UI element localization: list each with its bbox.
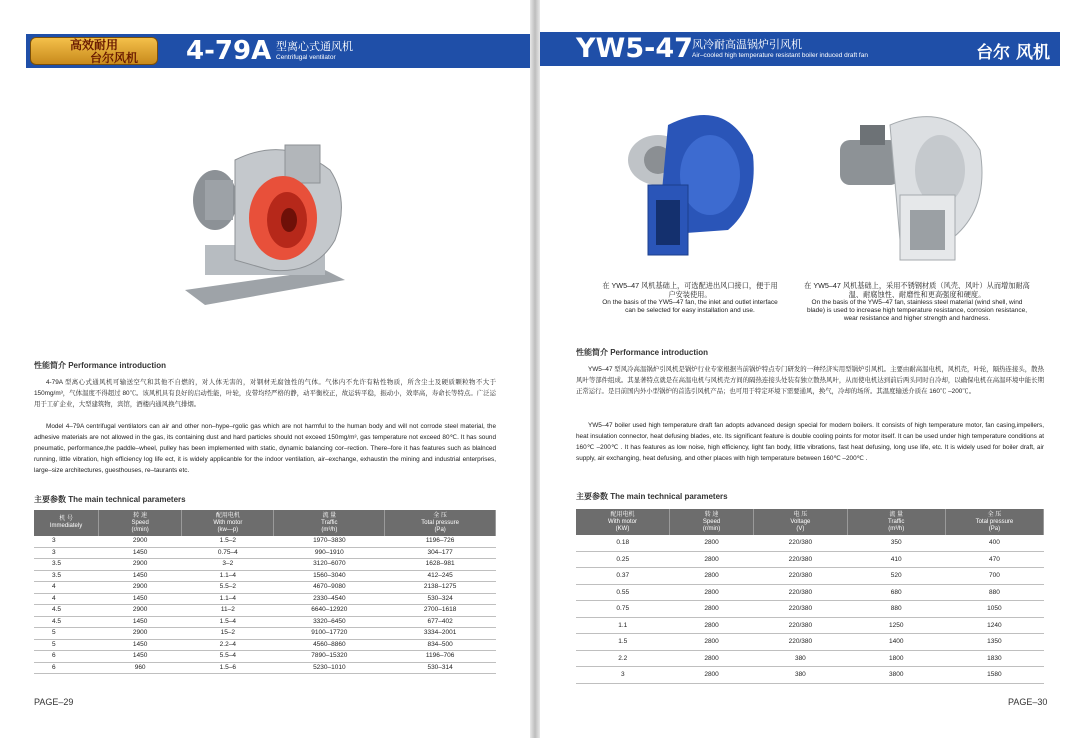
table-cell: 380	[754, 650, 848, 667]
product-title-cn: 型离心式通风机	[276, 41, 353, 53]
caption-inlet-outlet-cn: 在 YW5–47 风机基础上，可选配进出风口接口，便于用户安装使用。	[602, 281, 778, 299]
table-cell: 470	[945, 551, 1043, 568]
table-cell: 0.55	[576, 584, 670, 601]
table-cell: 530–324	[385, 593, 496, 605]
performance-text-cn: 4-79A 型离心式通风机可输送空气和其他不自燃的，对人体无害的，对钢材无腐蚀性的气体。气体内不允许有粘性物质，所含尘土及硬质颗粒物不大于 150mg/m³，气体温度不得超过 80℃。该风机具有良好的启动性能，叶轮，皮带均经严格的静，动平衡校正，故运转平稳，振动小，效率高，寿命长等特点。广泛运用于工矿企业，大型建筑物，宾馆，酒楼内通风换气排烟。	[34, 379, 496, 408]
performance-heading: 性能简介 Performance introduction	[576, 348, 709, 357]
table-cell: 15–2	[182, 628, 274, 640]
caption-stainless-en: On the basis of the YW5–47 fan, stainless steel material (wind shell, wind blade) is used to increase high temperature resistance, corrosion resistance, wear resistance and higher strength and hardness.	[806, 299, 1028, 322]
table-cell: 3.5	[34, 559, 99, 571]
table-cell: 1450	[99, 593, 182, 605]
table-cell: 2800	[670, 617, 754, 634]
table-cell: 1.5–2	[182, 536, 274, 547]
model-number: 4-79A	[186, 36, 272, 66]
table-cell: 304–177	[385, 547, 496, 559]
table-cell: 520	[847, 568, 945, 585]
badge-line-1: 高效耐用	[69, 38, 118, 52]
table-cell: 5.5–2	[182, 582, 274, 594]
caption-inlet-outlet-en: On the basis of the YW5–47 fan, the inlet and outlet interface can be selected for easy installation and use.	[602, 299, 778, 314]
parameters-heading: 主要参数 The main technical parameters	[576, 492, 728, 501]
table-cell: 4	[34, 582, 99, 594]
column-header: 流 量 Traffic (m³/h)	[847, 509, 945, 535]
table-cell: 2.2–4	[182, 639, 274, 651]
table-cell: 1628–981	[385, 559, 496, 571]
table-row	[34, 547, 496, 559]
table-cell: 4670–9080	[274, 582, 385, 594]
product-title-en: Centrifugal ventilator	[276, 54, 336, 61]
performance-text-en: YW5–47 boiler used high temperature draft fan adopts advanced design special for modern boilers. It consists of high temperature motor, fan casing,impellers, heat insulation connector, heat defusing blades, etc. Its significant feature is double cooling points for motor itself. It can be used under high temperature conditions at 160℃ –200℃ . It has features as low noise, high efficiency, light fan body, little vibrations, fast heat defusing, long use life, etc. It is widely used for boiler draft, air supply, air exchanging, heat defusing, and other places with high temperature between 160℃ –200℃ .	[576, 422, 1044, 462]
column-header: 配用电机 With motor (kw—p)	[182, 510, 274, 536]
table-cell: 1450	[99, 651, 182, 663]
column-header: 转 速 Speed (r/min)	[670, 509, 754, 535]
table-cell: 7890–15320	[274, 651, 385, 663]
table-cell: 220/380	[754, 551, 848, 568]
table-cell: 2800	[670, 667, 754, 684]
table-header-row	[34, 510, 496, 536]
parameters-heading: 主要参数 The main technical parameters	[34, 495, 186, 504]
table-cell: 2800	[670, 601, 754, 618]
page-number: PAGE–29	[34, 697, 74, 707]
table-cell: 0.18	[576, 535, 670, 551]
table-cell: 0.75–4	[182, 547, 274, 559]
table-cell: 4	[34, 593, 99, 605]
table-cell: 880	[945, 584, 1043, 601]
table-cell: 410	[847, 551, 945, 568]
table-row	[34, 616, 496, 628]
table-cell: 1196–706	[385, 651, 496, 663]
table-cell: 0.25	[576, 551, 670, 568]
table-cell: 5230–1010	[274, 662, 385, 674]
table-cell: 1250	[847, 617, 945, 634]
table-row	[34, 662, 496, 674]
table-cell: 4.5	[34, 605, 99, 617]
table-row	[576, 535, 1044, 551]
table-row	[576, 634, 1044, 651]
table-cell: 220/380	[754, 584, 848, 601]
page-number: PAGE–30	[1008, 697, 1048, 707]
table-cell: 1580	[945, 667, 1043, 684]
table-cell: 5.5–4	[182, 651, 274, 663]
table-cell: 2700–1618	[385, 605, 496, 617]
table-cell: 5	[34, 628, 99, 640]
brand-badge	[30, 37, 158, 65]
column-header: 电 压 Voltage (V)	[754, 509, 848, 535]
table-row	[34, 628, 496, 640]
table-cell: 1.1–4	[182, 570, 274, 582]
table-cell: 9100–17720	[274, 628, 385, 640]
column-header: 全 压 Total pressure (Pa)	[385, 510, 496, 536]
table-cell: 700	[945, 568, 1043, 585]
table-row	[576, 601, 1044, 618]
table-cell: 960	[99, 662, 182, 674]
table-row	[34, 536, 496, 547]
table-cell: 1.5–6	[182, 662, 274, 674]
table-cell: 400	[945, 535, 1043, 551]
table-row	[34, 605, 496, 617]
brand-logo	[976, 38, 1050, 63]
table-cell: 5	[34, 639, 99, 651]
table-cell: 0.75	[576, 601, 670, 618]
table-cell: 2800	[670, 535, 754, 551]
table-cell: 1450	[99, 639, 182, 651]
table-row	[34, 639, 496, 651]
table-cell: 3.5	[34, 570, 99, 582]
table-cell: 6	[34, 662, 99, 674]
caption-inlet-outlet	[600, 281, 780, 315]
table-cell: 2900	[99, 605, 182, 617]
table-cell: 1970–3830	[274, 536, 385, 547]
table-cell: 3	[576, 667, 670, 684]
table-cell: 3800	[847, 667, 945, 684]
header-banner-right	[540, 32, 1060, 66]
table-cell: 3–2	[182, 559, 274, 571]
table-cell: 3120–6070	[274, 559, 385, 571]
brand-name: 台尔 风机	[976, 43, 1050, 63]
table-cell: 1400	[847, 634, 945, 651]
table-cell: 220/380	[754, 617, 848, 634]
table-cell: 3334–2001	[385, 628, 496, 640]
table-cell: 1196–726	[385, 536, 496, 547]
table-cell: 1.5	[576, 634, 670, 651]
table-cell: 2800	[670, 634, 754, 651]
table-cell: 680	[847, 584, 945, 601]
table-cell: 1450	[99, 616, 182, 628]
table-cell: 2900	[99, 559, 182, 571]
table-cell: 1050	[945, 601, 1043, 618]
table-cell: 990–1910	[274, 547, 385, 559]
table-cell: 2330–4540	[274, 593, 385, 605]
table-cell: 880	[847, 601, 945, 618]
table-row	[576, 650, 1044, 667]
column-header: 流 量 Traffic (m³/h)	[274, 510, 385, 536]
catalog-page-right	[540, 0, 1080, 738]
table-row	[576, 551, 1044, 568]
table-cell: 1350	[945, 634, 1043, 651]
stainless-fan-image	[830, 100, 990, 270]
badge-line-2: 台尔风机	[89, 51, 138, 65]
table-cell: 350	[847, 535, 945, 551]
blue-fan-image	[618, 105, 758, 265]
table-row	[576, 568, 1044, 585]
table-cell: 2900	[99, 536, 182, 547]
table-row	[34, 651, 496, 663]
table-cell: 2900	[99, 582, 182, 594]
column-header: 全 压 Total pressure (Pa)	[945, 509, 1043, 535]
table-cell: 4.5	[34, 616, 99, 628]
table-cell: 1240	[945, 617, 1043, 634]
table-cell: 6640–12920	[274, 605, 385, 617]
table-cell: 1450	[99, 570, 182, 582]
centrifugal-fan-image	[175, 140, 355, 310]
table-row	[576, 584, 1044, 601]
table-cell: 0.37	[576, 568, 670, 585]
table-row	[576, 667, 1044, 684]
column-header: 转 速 Speed (r/min)	[99, 510, 182, 536]
table-cell: 220/380	[754, 535, 848, 551]
table-cell: 380	[754, 667, 848, 684]
table-row	[34, 582, 496, 594]
table-cell: 2.2	[576, 650, 670, 667]
table-cell: 1560–3040	[274, 570, 385, 582]
table-cell: 677–402	[385, 616, 496, 628]
parameters-table-left	[34, 510, 496, 674]
table-cell: 3	[34, 536, 99, 547]
table-cell: 11–2	[182, 605, 274, 617]
table-cell: 1.5–4	[182, 616, 274, 628]
header-banner-left	[26, 34, 530, 68]
table-cell: 220/380	[754, 634, 848, 651]
table-cell: 2138–1275	[385, 582, 496, 594]
column-header: 机 号 Immediately	[34, 510, 99, 536]
table-cell: 220/380	[754, 568, 848, 585]
performance-text-cn: YW5–47 型风冷高温锅炉引风机是锅炉行业专家根据当前锅炉特点专门研发的一种经济实用型锅炉引风机。主要由耐高温电机，风机壳，叶轮，隔热连接头，散热风叶等部件组成。其显著特点就是在高温电机与风机壳方间的隔热连接头处装有独立散热风叶，从而使电机达到前后两头同时自冷却，以确保电机在高温环境中能长期正常运行。是目前国内外小型锅炉的首选引风机产品；也可用于特定环境下需要通风，换气，冷却的场所。其温度输送介质在 160℃ –200℃。	[576, 366, 1044, 395]
table-cell: 6	[34, 651, 99, 663]
caption-stainless	[804, 281, 1030, 323]
parameters-table-right	[576, 509, 1044, 684]
catalog-page-left	[0, 0, 530, 738]
table-cell: 4560–8860	[274, 639, 385, 651]
performance-heading: 性能简介 Performance introduction	[34, 361, 167, 370]
performance-text-en: Model 4–79A centrifugal ventilators can air and other non–hype–rgolic gas which are not harmful to the human body and will not corrode steel material, the adhesive materials are not allowed in the gas, its containing dust and hard particles should not exceed 150mg/m³, gas temperature not exceed 80℃. It has sound pneumatic, performance,the paddle–wheel, pulley has been implemented with static, dynamic balancing cor–rection. There–fore it has features such as blalnced running, little vibration, high efficiency log life ect, it is widely applicanble for the indoor ventilation, air–exchange, exhaustin the mining and industrial enterprises, large–size architectures, guesthouses, re–taurants etc.	[34, 423, 496, 474]
table-row	[34, 593, 496, 605]
product-title-en: Air–cooled high temperature resistant boiler induced draft fan	[692, 52, 868, 59]
table-cell: 1450	[99, 547, 182, 559]
product-title-cn: 风冷耐高温锅炉引风机	[692, 39, 802, 51]
table-cell: 2800	[670, 584, 754, 601]
book-spine	[530, 0, 540, 738]
table-cell: 530–314	[385, 662, 496, 674]
table-cell: 2800	[670, 551, 754, 568]
table-row	[576, 617, 1044, 634]
table-cell: 220/380	[754, 601, 848, 618]
table-cell: 2800	[670, 568, 754, 585]
model-number: YW5-47	[576, 33, 693, 64]
table-cell: 3320–6450	[274, 616, 385, 628]
table-cell: 1.1	[576, 617, 670, 634]
table-cell: 1.1–4	[182, 593, 274, 605]
table-cell: 2900	[99, 628, 182, 640]
table-cell: 3	[34, 547, 99, 559]
table-cell: 834–500	[385, 639, 496, 651]
table-cell: 1830	[945, 650, 1043, 667]
table-header-row	[576, 509, 1044, 535]
table-cell: 412–245	[385, 570, 496, 582]
caption-stainless-cn: 在 YW5–47 风机基础上，采用不锈钢材质（风壳、风叶）从而增加耐高温、耐腐蚀性、耐磨性和更高强度和硬度。	[804, 281, 1030, 299]
table-row	[34, 559, 496, 571]
column-header: 配用电机 With motor (KW)	[576, 509, 670, 535]
table-row	[34, 570, 496, 582]
table-cell: 2800	[670, 650, 754, 667]
table-cell: 1800	[847, 650, 945, 667]
